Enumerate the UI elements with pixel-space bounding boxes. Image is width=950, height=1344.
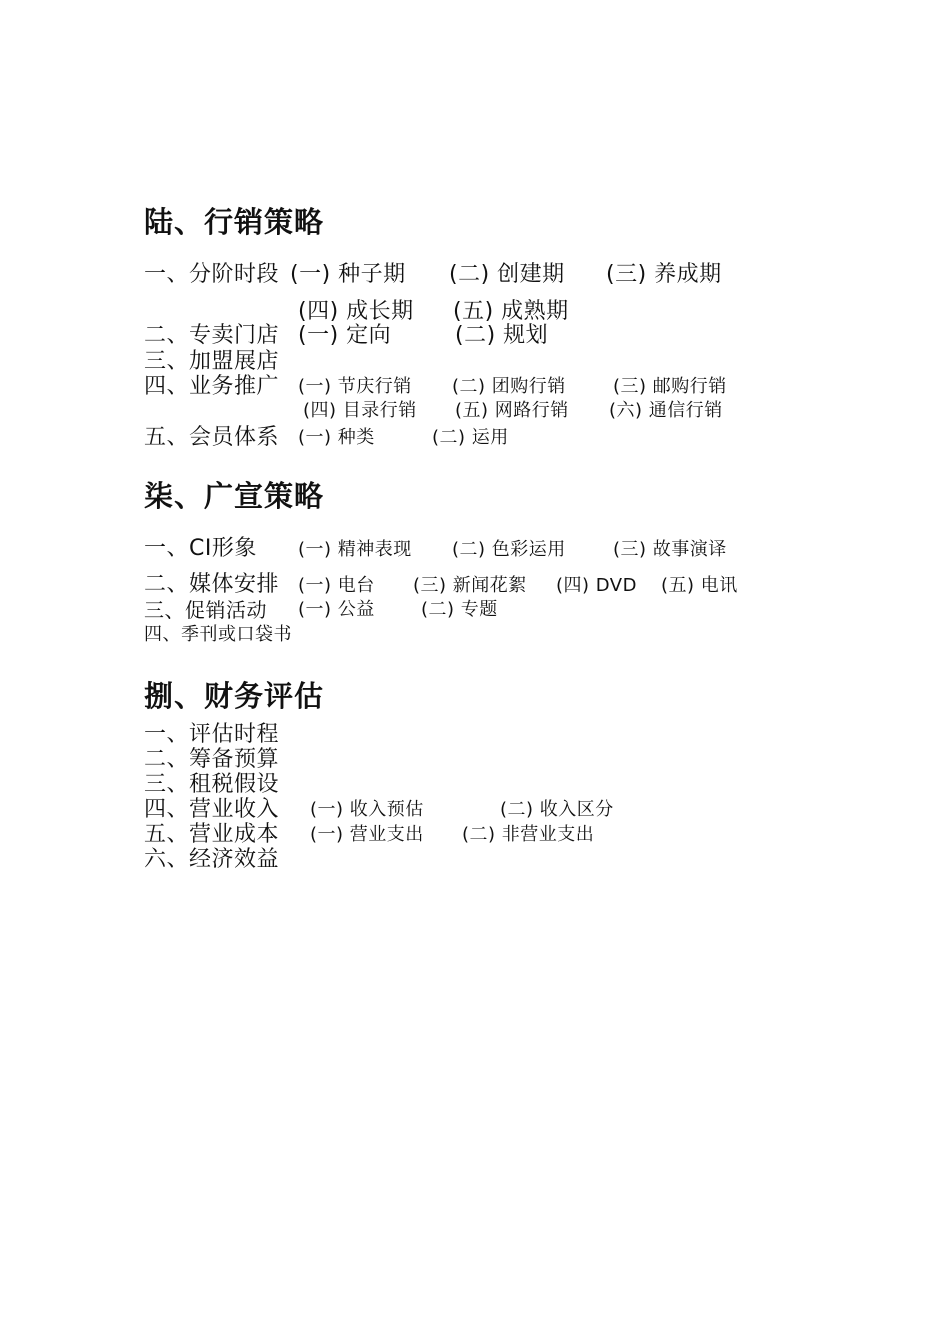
item-label: 四、营业收入 [144, 797, 280, 822]
sub-item: (五) 电讯 [661, 575, 738, 596]
item-label: 三、租税假设 [144, 772, 280, 797]
item-label: 四、季刊或口袋书 [144, 624, 292, 645]
item-label: 三、加盟展店 [144, 349, 280, 374]
sub-item: (二) 规划 [455, 323, 549, 348]
sub-item: (三) 邮购行销 [613, 376, 727, 397]
sub-item: (一) 公益 [298, 599, 375, 620]
item-label: 二、专卖门店 [144, 323, 280, 348]
sub-item: (一) 定向 [298, 323, 392, 348]
item-label: 六、经济效益 [144, 847, 280, 872]
sub-item: (六) 通信行销 [609, 400, 723, 421]
item-label: 一、分阶时段 [144, 262, 280, 287]
sub-item: (三) 新闻花絮 [413, 575, 527, 596]
sub-item: (四) DVD [556, 575, 637, 596]
sub-item: (三) 养成期 [606, 262, 722, 287]
item-label: 五、会员体系 [144, 425, 280, 450]
sub-item: (一) 收入预估 [310, 799, 424, 820]
sub-item: (二) 团购行销 [452, 376, 566, 397]
sub-item: (一) 精神表现 [298, 539, 412, 560]
sub-item: (四) 目录行销 [303, 400, 417, 421]
sub-item: (二) 非营业支出 [462, 824, 595, 845]
sub-item: (五) 网路行销 [455, 400, 569, 421]
sub-item: (二) 创建期 [449, 262, 565, 287]
sub-item: (二) 收入区分 [500, 799, 614, 820]
item-label: 一、评估时程 [144, 722, 280, 747]
item-label: 二、媒体安排 [144, 572, 280, 597]
sub-item: (二) 运用 [432, 427, 509, 448]
item-label: 五、营业成本 [144, 822, 280, 847]
section-heading-finance: 捌、财务评估 [144, 679, 325, 713]
sub-item: (三) 故事演译 [613, 539, 727, 560]
sub-item: (一) 种类 [298, 427, 375, 448]
sub-item: (五) 成熟期 [453, 299, 569, 324]
section-heading-promotion: 柒、广宣策略 [144, 479, 325, 513]
sub-item: (二) 专题 [421, 599, 498, 620]
sub-item: (四) 成长期 [298, 299, 414, 324]
item-label: 二、筹备预算 [144, 747, 280, 772]
sub-item: (一) 电台 [298, 575, 375, 596]
item-label: 四、业务推广 [144, 374, 280, 399]
sub-item: (一) 种子期 [290, 262, 406, 287]
item-label: 三、促销活动 [144, 598, 267, 622]
sub-item: (一) 节庆行销 [298, 376, 412, 397]
sub-item: (二) 色彩运用 [452, 539, 566, 560]
sub-item: (一) 营业支出 [310, 824, 424, 845]
section-heading-marketing: 陆、行销策略 [144, 205, 325, 239]
item-label: 一、CI形象 [144, 536, 257, 561]
